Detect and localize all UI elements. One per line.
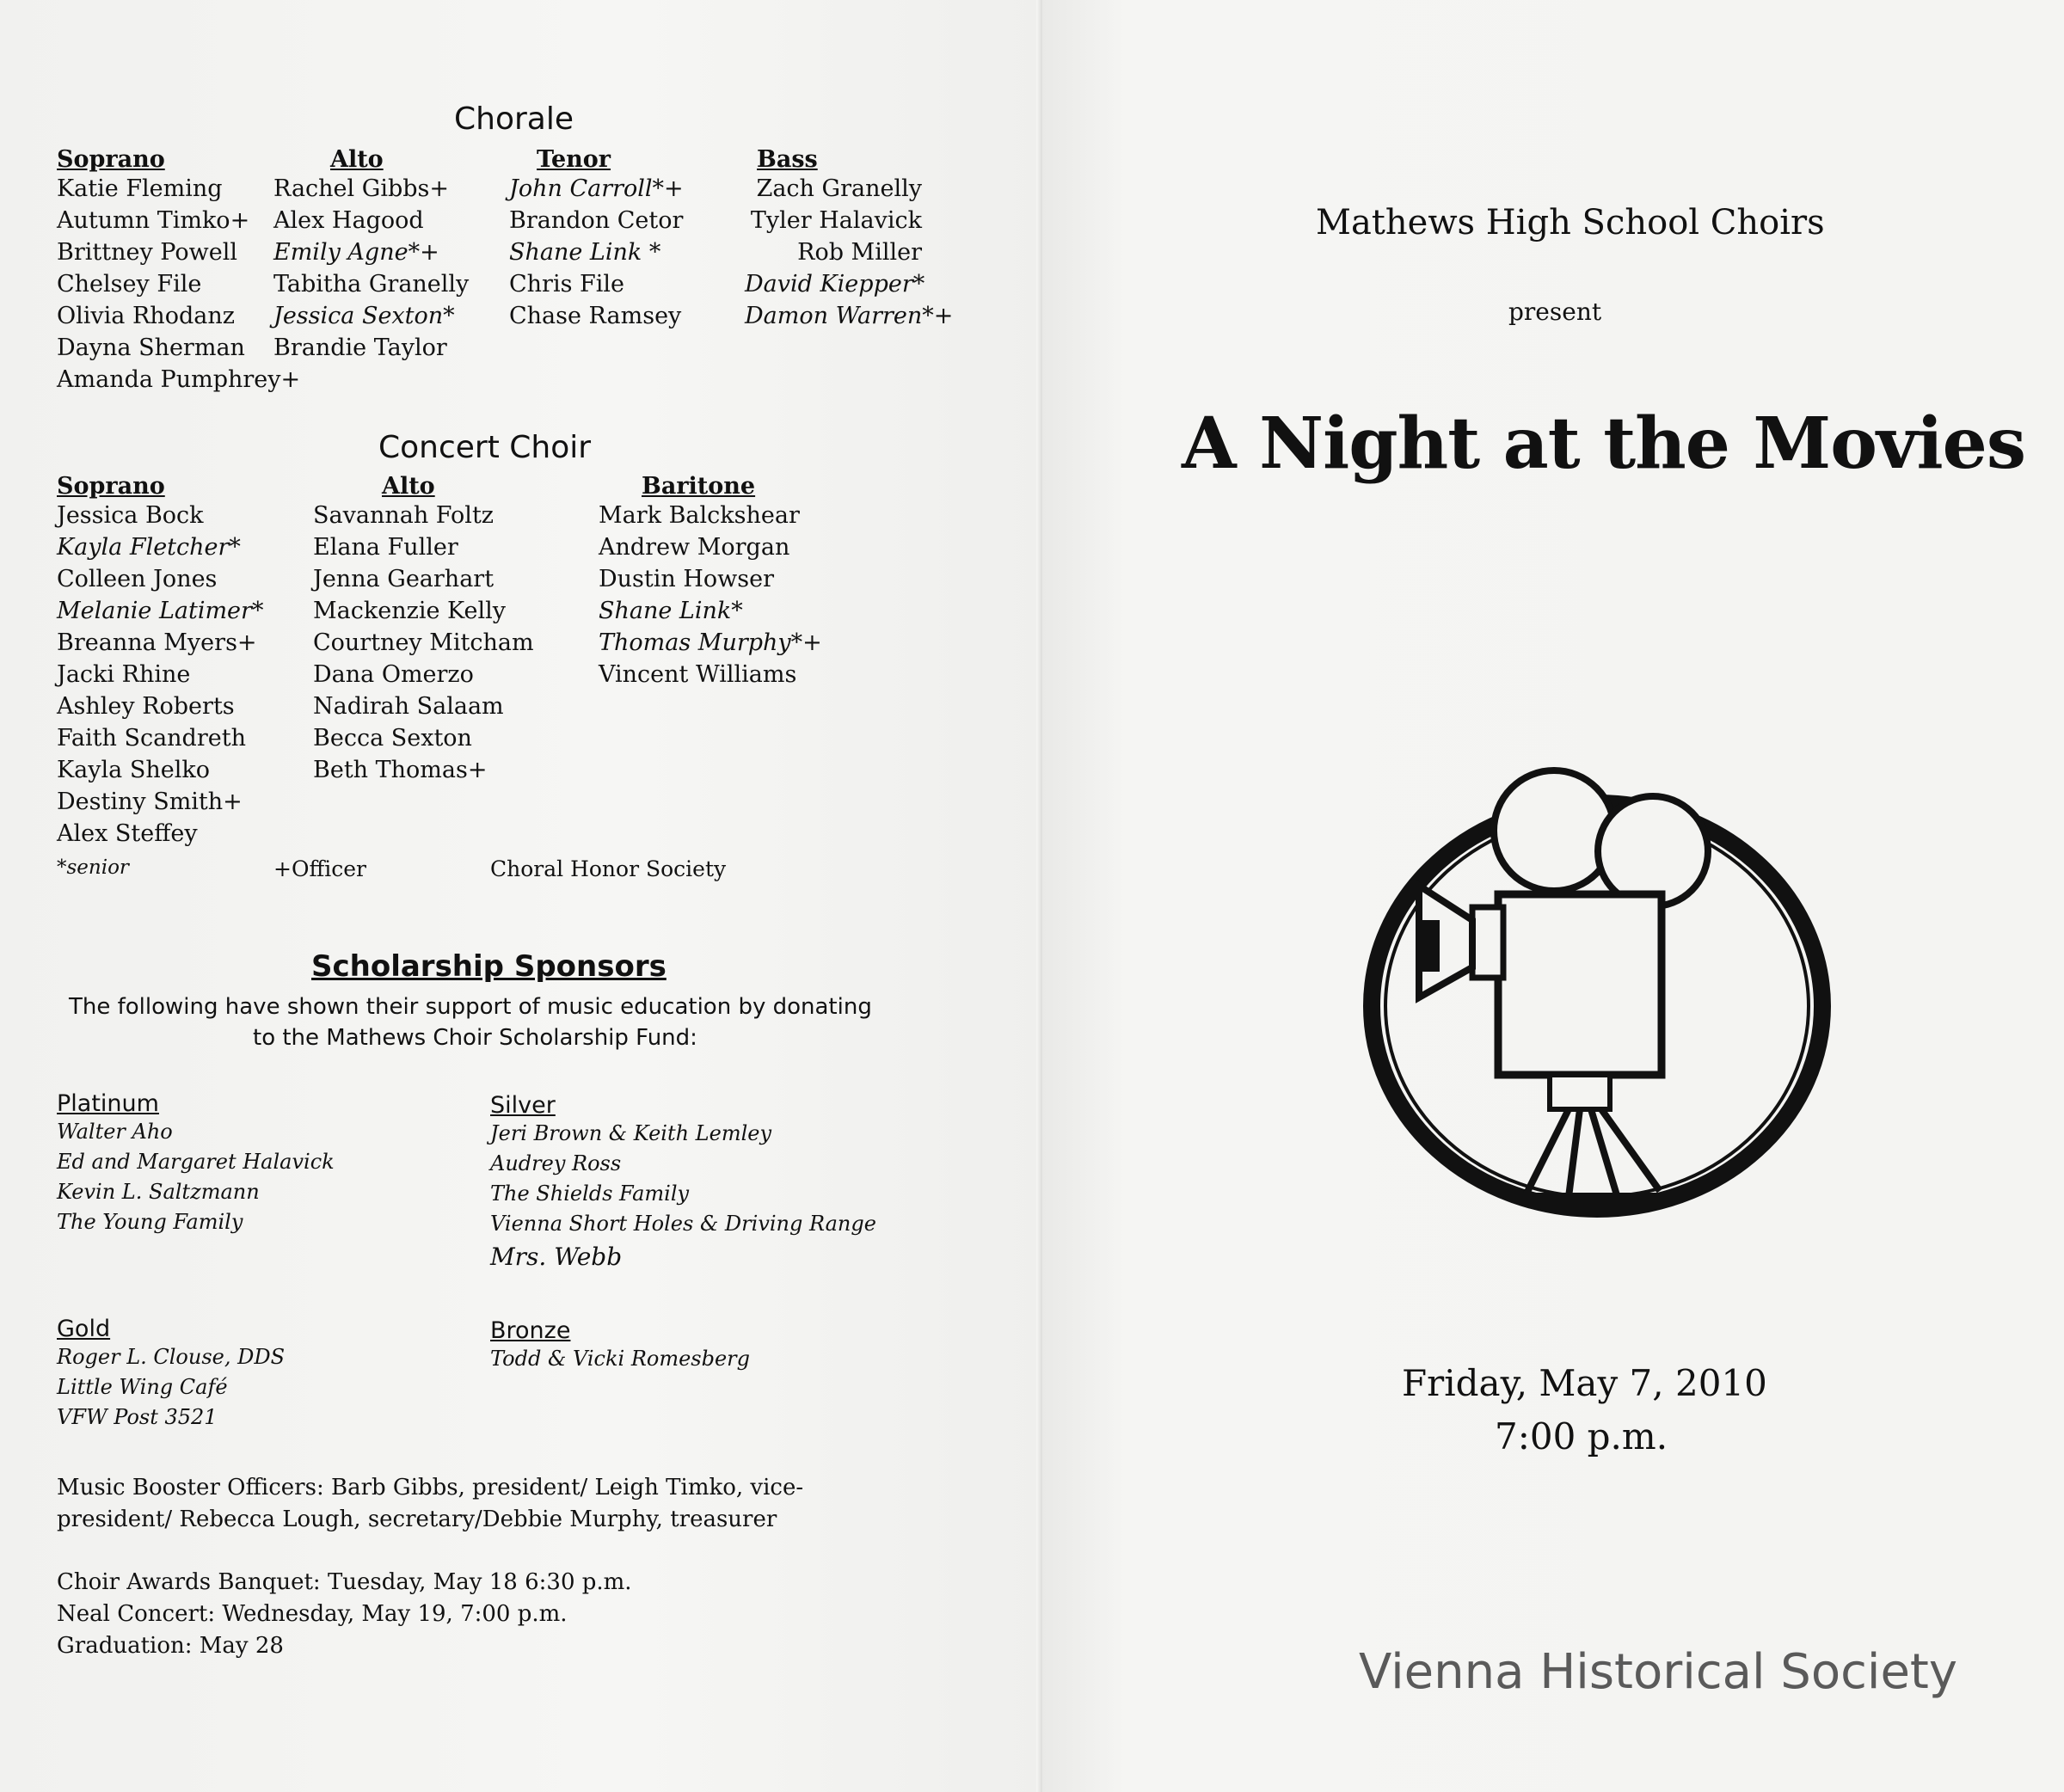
sponsor-name: Todd & Vicki Romesberg: [490, 1347, 751, 1371]
member-name: Chase Ramsey: [509, 303, 682, 329]
member-name: Jenna Gearhart: [313, 566, 494, 592]
concert-baritone-label: Baritone: [642, 473, 756, 500]
chorale-tenor-label: Tenor: [537, 146, 611, 173]
chorale-bass-column: [745, 146, 954, 332]
member-name: Autumn Timko+: [57, 207, 250, 234]
event-title: A Night at the Movies: [1182, 402, 2026, 485]
chorale-soprano-list: [57, 173, 300, 396]
member-name: Courtney Mitcham: [313, 629, 534, 656]
right-page: [1042, 0, 2064, 1792]
legend-senior: *senior: [57, 856, 129, 879]
sponsor-name: The Young Family: [57, 1210, 243, 1234]
member-name: Ashley Roberts: [57, 693, 235, 720]
member-name: Rachel Gibbs+: [273, 175, 450, 202]
chorale-soprano-column: [57, 146, 300, 396]
chorale-bass-list: [745, 173, 954, 332]
member-name: Brandie Taylor: [273, 334, 447, 361]
concert-soprano-label: Soprano: [57, 473, 165, 500]
event-date: Friday, May 7, 2010: [1402, 1362, 1767, 1404]
gold-list: [57, 1342, 285, 1433]
member-name: Destiny Smith+: [57, 789, 243, 815]
member-name: Zach Granelly: [756, 175, 922, 202]
member-name: David Kiepper*: [745, 271, 925, 298]
chorale-alto-label: Alto: [330, 146, 384, 173]
member-name: Melanie Latimer*: [57, 598, 264, 624]
member-name: Brandon Cetor: [509, 207, 684, 234]
event-line: Choir Awards Banquet: Tuesday, May 18 6:30 p.m.: [57, 1569, 632, 1595]
member-name: Kayla Fletcher*: [57, 534, 241, 561]
sponsor-name: Little Wing Café: [57, 1375, 228, 1399]
member-name: Colleen Jones: [57, 566, 218, 592]
sponsor-name: VFW Post 3521: [57, 1405, 218, 1429]
member-name: John Carroll*+: [509, 175, 684, 202]
chorale-alto-column: [273, 146, 469, 364]
member-name: Mackenzie Kelly: [313, 598, 506, 624]
member-name: Vincent Williams: [599, 661, 797, 688]
chorale-tenor-list: [509, 173, 684, 332]
member-name: Damon Warren*+: [745, 303, 954, 329]
concert-alto-column: [313, 473, 534, 786]
member-name: Elana Fuller: [313, 534, 458, 561]
silver-extra: Mrs. Webb: [490, 1243, 623, 1271]
sponsors-bronze: [490, 1317, 750, 1374]
watermark: Vienna Historical Society: [1359, 1644, 1958, 1700]
concert-choir-heading: Concert Choir: [378, 430, 592, 465]
member-name: Kayla Shelko: [57, 757, 210, 783]
event-time: 7:00 p.m.: [1495, 1415, 1668, 1458]
concert-soprano-column: [57, 473, 263, 850]
chorale-bass-label: Bass: [757, 146, 818, 173]
member-name: Jessica Bock: [57, 502, 204, 529]
sponsors-platinum: [57, 1090, 335, 1237]
member-name: Mark Balckshear: [599, 502, 800, 529]
member-name: Savannah Foltz: [313, 502, 494, 529]
event-line: Graduation: May 28: [57, 1633, 284, 1659]
member-name: Chris File: [509, 271, 625, 298]
event-line: Neal Concert: Wednesday, May 19, 7:00 p.m.: [57, 1601, 568, 1627]
concert-alto-list: [313, 500, 534, 786]
member-name: Alex Hagood: [273, 207, 424, 234]
present-text: present: [1508, 298, 1602, 326]
bronze-label: Bronze: [490, 1317, 571, 1344]
sponsors-heading: Scholarship Sponsors: [311, 949, 666, 984]
member-name: Brittney Powell: [57, 239, 237, 266]
concert-baritone-list: [599, 500, 822, 690]
member-name: Shane Link *: [509, 239, 661, 266]
gold-label: Gold: [57, 1316, 111, 1342]
silver-list: [490, 1119, 876, 1239]
sponsors-gold: [57, 1316, 285, 1433]
sponsor-name: Ed and Margaret Halavick: [57, 1150, 335, 1174]
member-name: Emily Agne*+: [273, 239, 439, 266]
chorale-soprano-label: Soprano: [57, 146, 165, 173]
member-name: Olivia Rhodanz: [57, 303, 235, 329]
sponsors-intro-1: The following have shown their support of music education by donating: [69, 994, 872, 1020]
concert-baritone-column: [599, 473, 822, 690]
sponsor-name: The Shields Family: [490, 1181, 690, 1206]
member-name: Dustin Howser: [599, 566, 775, 592]
chorale-tenor-column: [509, 146, 684, 332]
member-name: Tabitha Granelly: [273, 271, 470, 298]
member-name: Katie Fleming: [57, 175, 223, 202]
member-name: Faith Scandreth: [57, 725, 246, 752]
concert-alto-label: Alto: [382, 473, 435, 500]
member-name: Becca Sexton: [313, 725, 472, 752]
member-name: Andrew Morgan: [599, 534, 790, 561]
member-name: Chelsey File: [57, 271, 202, 298]
member-name: Jacki Rhine: [57, 661, 191, 688]
sponsors-silver: [490, 1092, 876, 1271]
member-name: Shane Link*: [599, 598, 743, 624]
member-name: Jessica Sexton*: [273, 303, 455, 329]
booster-line-2: president/ Rebecca Lough, secretary/Debbie Murphy, treasurer: [57, 1507, 777, 1532]
silver-label: Silver: [490, 1092, 556, 1119]
event-dates: [57, 1567, 632, 1662]
member-name: Thomas Murphy*+: [599, 629, 822, 656]
member-name: Beth Thomas+: [313, 757, 488, 783]
member-name: Rob Miller: [797, 239, 922, 266]
member-name: Dana Omerzo: [313, 661, 474, 688]
member-name: Amanda Pumphrey+: [57, 366, 301, 393]
chorale-heading: Chorale: [454, 101, 574, 137]
platinum-list: [57, 1117, 335, 1237]
member-name: Breanna Myers+: [57, 629, 257, 656]
member-name: Dayna Sherman: [57, 334, 245, 361]
sponsor-name: Jeri Brown & Keith Lemley: [490, 1121, 772, 1145]
booster-line-1: Music Booster Officers: Barb Gibbs, president/ Leigh Timko, vice-: [57, 1475, 804, 1500]
bronze-list: [490, 1344, 750, 1374]
member-name: Alex Steffey: [57, 820, 198, 847]
legend-officer: +Officer: [273, 856, 366, 881]
sponsors-intro-2: to the Mathews Choir Scholarship Fund:: [253, 1025, 697, 1051]
member-name: Tyler Halavick: [750, 207, 922, 234]
sponsor-name: Walter Aho: [57, 1120, 173, 1144]
booster-officers: [57, 1472, 803, 1536]
movie-camera-icon-svg: [1343, 757, 1842, 1221]
school-name: Mathews High School Choirs: [1316, 203, 1825, 242]
movie-camera-icon: [1343, 757, 1842, 1221]
member-name: Nadirah Salaam: [313, 693, 504, 720]
chorale-alto-list: [273, 173, 469, 364]
sponsor-name: Audrey Ross: [490, 1151, 622, 1175]
legend-honor-society: Choral Honor Society: [490, 856, 727, 881]
platinum-label: Platinum: [57, 1090, 159, 1117]
sponsor-name: Kevin L. Saltzmann: [57, 1180, 260, 1204]
sponsor-name: Vienna Short Holes & Driving Range: [490, 1212, 876, 1236]
sponsor-name: Roger L. Clouse, DDS: [57, 1345, 286, 1369]
concert-soprano-list: [57, 500, 263, 850]
